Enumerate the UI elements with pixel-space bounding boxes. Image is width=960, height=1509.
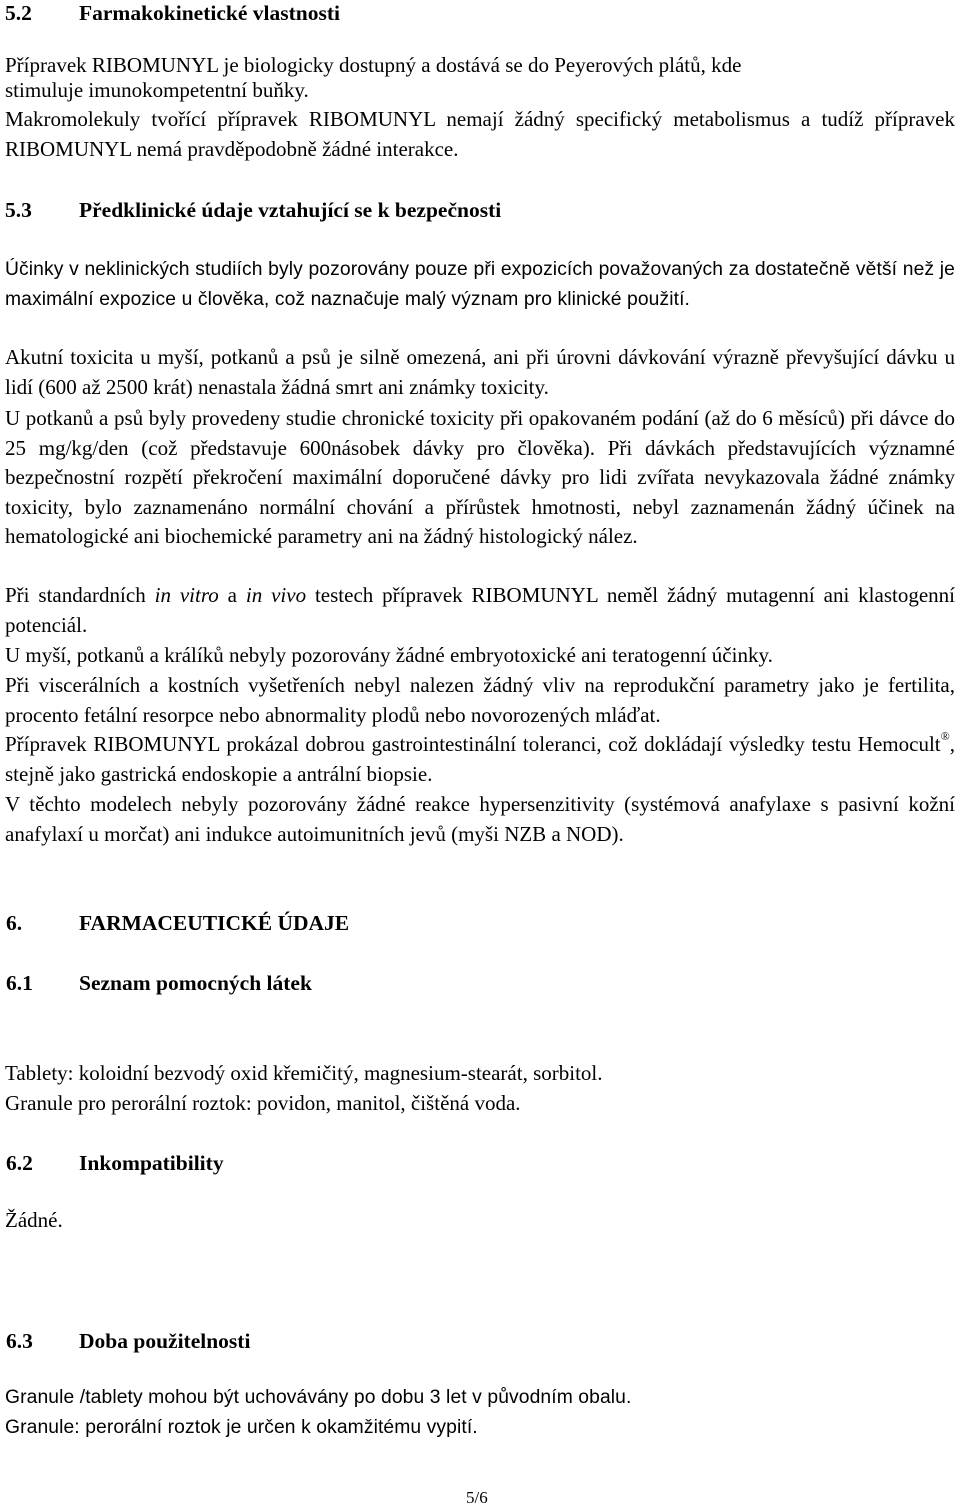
s52-paragraph-1 [5,51,955,105]
page-number: 5/6 [466,1488,488,1507]
section-number: 6.1 [6,971,33,995]
section-title: Inkompatibility [79,1151,224,1175]
section-number: 5.3 [5,198,32,222]
registered-mark: ® [940,729,950,743]
section-5-2-heading [5,0,340,28]
section-title: Doba použitelnosti [79,1329,251,1353]
section-5-3-heading [5,195,501,225]
s53-paragraph-3: U potkanů a psů byly provedeny studie chronické toxicity při opakovaném podání (až do 6 měsíců) při dávce do 25 mg/kg/den (což představuje 600násobek dávky pro člověka). Při dávkách představujících významné bezpečnostní rozpětí překročení maximální doporučené dávky pro lidi zvířata nevykazovala žádné známky toxicity, bylo zaznamenáno normální chování a přírůstek hmotnosti, nebyl zaznamenán žádný účinek na hematologické ani biochemické parametry ani na žádný histologický nález. [5,406,955,549]
section-6-2-heading [6,1148,224,1178]
s53-paragraph-1: Účinky v neklinických studiích byly pozorovány pouze při expozicích považovaných za dostatečně větší než je maximální expozice u člověka, což naznačuje malý význam pro klinické použití. [5,259,955,310]
s63-line-2: Granule: perorální roztok je určen k okamžitému vypití. [5,1416,478,1438]
s61-content [5,1059,955,1118]
s53-p4-part-c: a [218,583,246,607]
s53-paragraph-2: Akutní toxicita u myší, potkanů a psů je silně omezená, ani při úrovni dávkování výrazně převyšující dávku u lidí (600 až 2500 krát) nenastala žádná smrt ani známky toxicity. [5,345,955,399]
s53-paragraph-7 [5,730,955,789]
section-6-1-heading [6,968,312,998]
s53-p4-in-vivo: in vivo [245,583,307,607]
section-title: Předklinické údaje vztahující se k bezpečnosti [79,198,502,222]
section-title: Seznam pomocných látek [79,971,312,995]
section-number: 6.3 [6,1329,33,1353]
section-number: 5.2 [5,1,32,25]
section-title: Farmakokinetické vlastnosti [79,1,340,25]
s53-paragraph-4 [5,581,955,640]
s52-paragraph-1-line-1: Přípravek RIBOMUNYL je biologicky dostupný a dostává se do Peyerových plátů, kde [5,53,742,77]
s53-p7-part-a: Přípravek RIBOMUNYL prokázal dobrou gastrointestinální toleranci, což dokládají výsledky testu Hemocult [5,732,941,756]
s61-granules-line: Granule pro perorální roztok: povidon, manitol, čištěná voda. [5,1090,521,1115]
s53-p4-part-a: Při standardních [5,583,155,607]
s53-p7-part-b: , stejně jako gastrická endoskopie a antrální biopsie. [5,732,955,786]
s53-paragraph-6: Při viscerálních a kostních vyšetřeních nebyl nalezen žádný vliv na reprodukční parametry jako je fertilita, procento fetální resorpce nebo abnormality plodů nebo novorozených mláďat. [5,673,955,727]
section-6-heading [6,908,349,938]
s61-tablets-line: Tablety: koloidní bezvodý oxid křemičitý, magnesium-stearát, sorbitol. [5,1061,603,1085]
section-number: 6.2 [6,1151,33,1175]
s52-paragraph-1-line-2: stimuluje imunokompetentní buňky. [5,77,309,102]
s53-p4-in-vitro: in vitro [154,583,219,607]
section-number: 6. [6,911,23,935]
s62-content: Žádné. [5,1208,63,1232]
s63-content [5,1383,955,1442]
s53-p4-part-e: testech přípravek RIBOMUNYL neměl žádný mutagenní ani klastogenní potenciál. [5,583,956,637]
s63-line-1: Granule /tablety mohou být uchovávány po dobu 3 let v původním obalu. [5,1387,632,1408]
s52-paragraph-2: Makromolekuly tvořící přípravek RIBOMUNYL nemají žádný specifický metabolismus a tudíž přípravek RIBOMUNYL nemá pravděpodobně žádné interakce. [5,107,955,161]
s53-paragraph-8: V těchto modelech nebyly pozorovány žádné reakce hypersenzitivity (systémová anafylaxe s pasivní kožní anafylaxí u morčat) ani indukce autoimunitních jevů (myši NZB a NOD). [5,792,955,846]
section-title: FARMACEUTICKÉ ÚDAJE [79,911,350,935]
s53-paragraph-5: U myší, potkanů a králíků nebyly pozorovány žádné embryotoxické ani teratogenní účinky. [5,643,773,667]
section-6-3-heading [6,1326,250,1356]
